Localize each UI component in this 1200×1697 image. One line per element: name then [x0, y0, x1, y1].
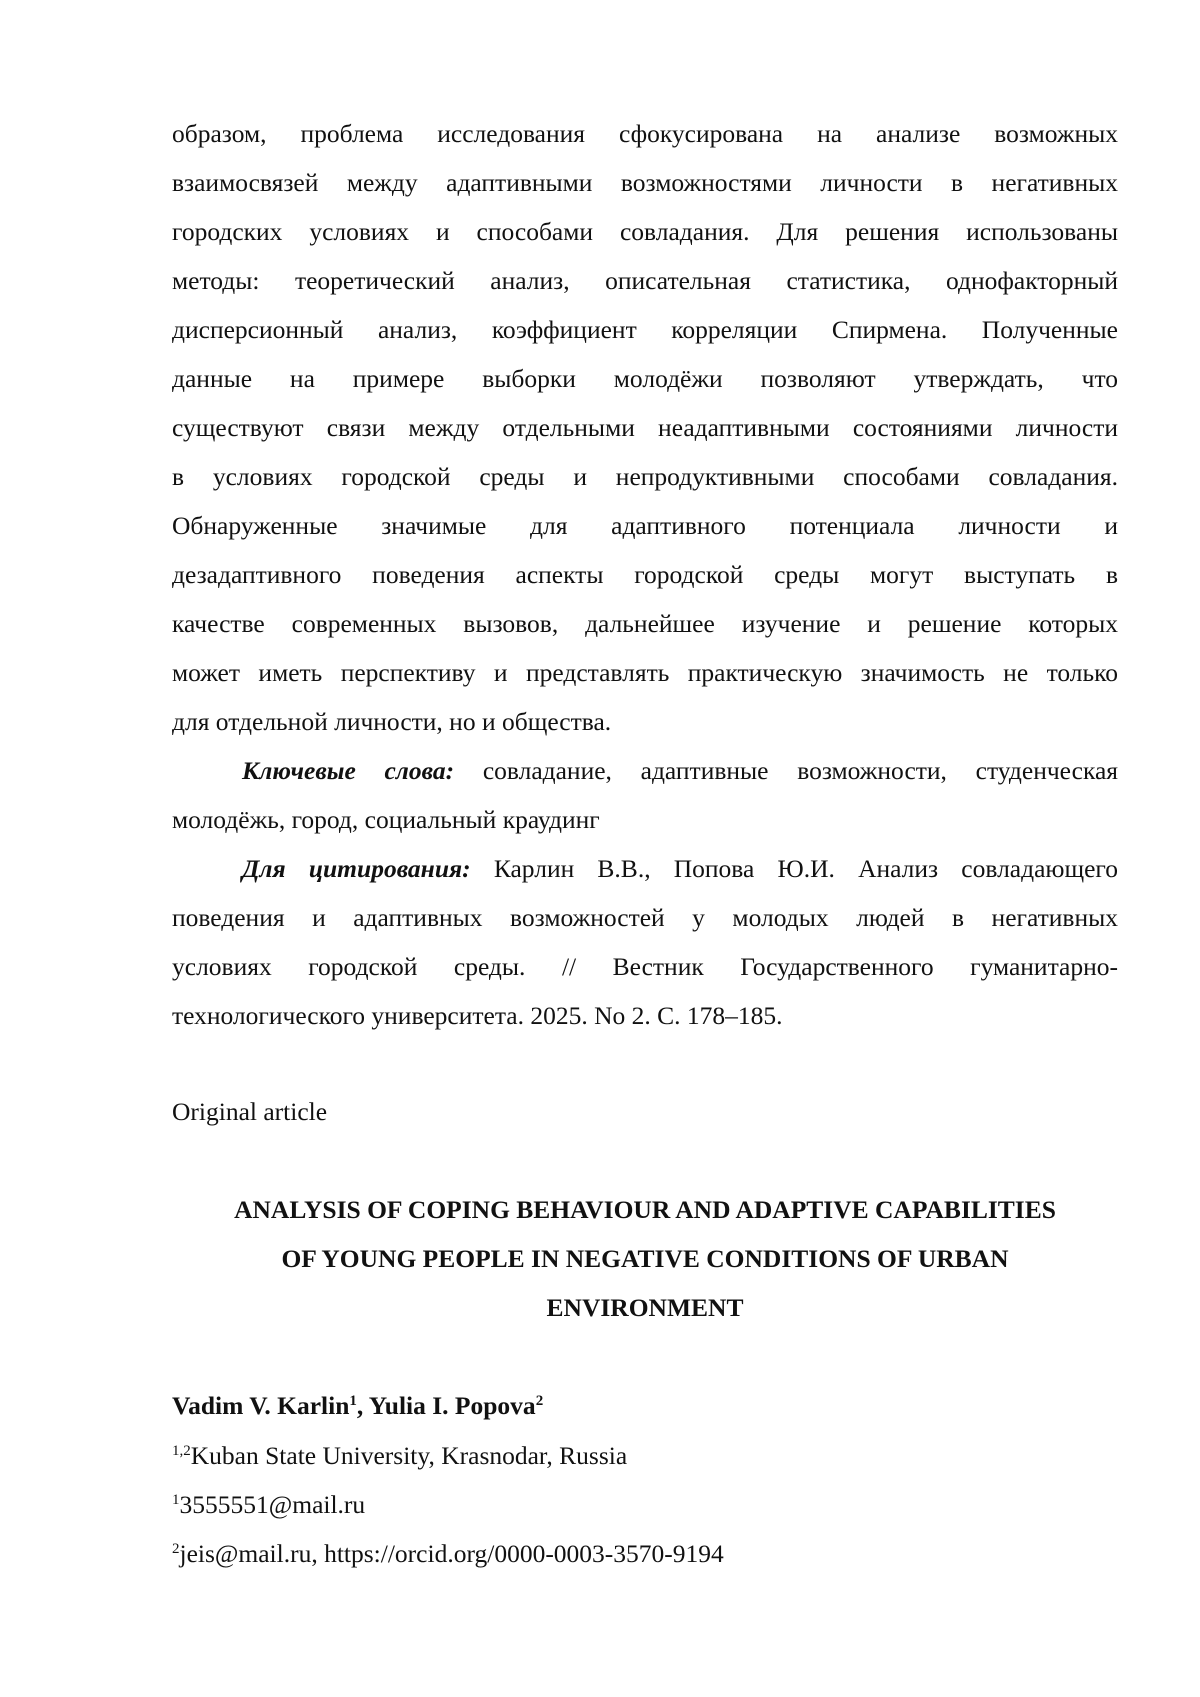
author-separator: , — [357, 1391, 369, 1420]
keywords-label: Ключевые слова: — [242, 756, 454, 785]
email-link[interactable]: 3555551@mail.ru — [180, 1490, 366, 1519]
abstract-line: Обнаруженные значимые для адаптивного потенциала личности и — [172, 501, 1118, 550]
abstract-line: методы: теоретический анализ, описательная статистика, однофакторный — [172, 256, 1118, 305]
email-sup: 2 — [172, 1541, 180, 1557]
email-sup: 1 — [172, 1492, 180, 1508]
citation-text-4: технологического университета. 2025. No 2. С. 178–185. — [172, 991, 1118, 1040]
abstract-line: городских условиях и способами совладания. Для решения использованы — [172, 207, 1118, 256]
affiliation-sup: 1,2 — [172, 1443, 191, 1459]
email-2 — [172, 1529, 724, 1578]
abstract-line: может иметь перспективу и представлять практическую значимость не только — [172, 648, 1118, 697]
email-1 — [172, 1480, 365, 1529]
abstract-line: в условиях городской среды и непродуктивными способами совладания. — [172, 452, 1118, 501]
abstract-line: данные на примере выборки молодёжи позволяют утверждать, что — [172, 354, 1118, 403]
keywords-text: совладание, адаптивные возможности, студенческая — [454, 756, 1118, 785]
email-orcid-link[interactable]: jeis@mail.ru, https://orcid.org/0000-0003-3570-9194 — [180, 1539, 724, 1568]
affiliation-text: Kuban State University, Krasnodar, Russia — [191, 1441, 627, 1470]
author-sup: 2 — [536, 1393, 544, 1409]
authors — [172, 1381, 543, 1430]
affiliation — [172, 1431, 627, 1480]
citation — [172, 844, 1118, 1040]
abstract-line: существуют связи между отдельными неадаптивными состояниями личности — [172, 403, 1118, 452]
article-type: Original article — [172, 1087, 327, 1136]
citation-label: Для цитирования: — [242, 854, 471, 883]
title-line: ANALYSIS OF COPING BEHAVIOUR AND ADAPTIVE CAPABILITIES — [172, 1185, 1118, 1234]
citation-text: Карлин В.В., Попова Ю.И. Анализ совладающего — [471, 854, 1118, 883]
abstract-line: для отдельной личности, но и общества. — [172, 697, 1118, 746]
abstract-line: дезадаптивного поведения аспекты городской среды могут выступать в — [172, 550, 1118, 599]
abstract-line: образом, проблема исследования сфокусирована на анализе возможных — [172, 109, 1118, 158]
abstract-line: качестве современных вызовов, дальнейшее изучение и решение которых — [172, 599, 1118, 648]
title-line: ENVIRONMENT — [172, 1283, 1118, 1332]
citation-text-3: условиях городской среды. // Вестник Государственного гуманитарно- — [172, 942, 1118, 991]
title-line: OF YOUNG PEOPLE IN NEGATIVE CONDITIONS OF URBAN — [172, 1234, 1118, 1283]
keywords — [172, 746, 1118, 844]
article-title — [172, 1185, 1118, 1332]
abstract-line: дисперсионный анализ, коэффициент корреляции Спирмена. Полученные — [172, 305, 1118, 354]
author-name: Yulia I. Popova — [369, 1391, 536, 1420]
abstract-paragraph — [172, 109, 1118, 746]
citation-text-2: поведения и адаптивных возможностей у молодых людей в негативных — [172, 893, 1118, 942]
keywords-text-cont: молодёжь, город, социальный краудинг — [172, 795, 1118, 844]
author-sup: 1 — [349, 1393, 357, 1409]
abstract-line: взаимосвязей между адаптивными возможностями личности в негативных — [172, 158, 1118, 207]
author-name: Vadim V. Karlin — [172, 1391, 349, 1420]
